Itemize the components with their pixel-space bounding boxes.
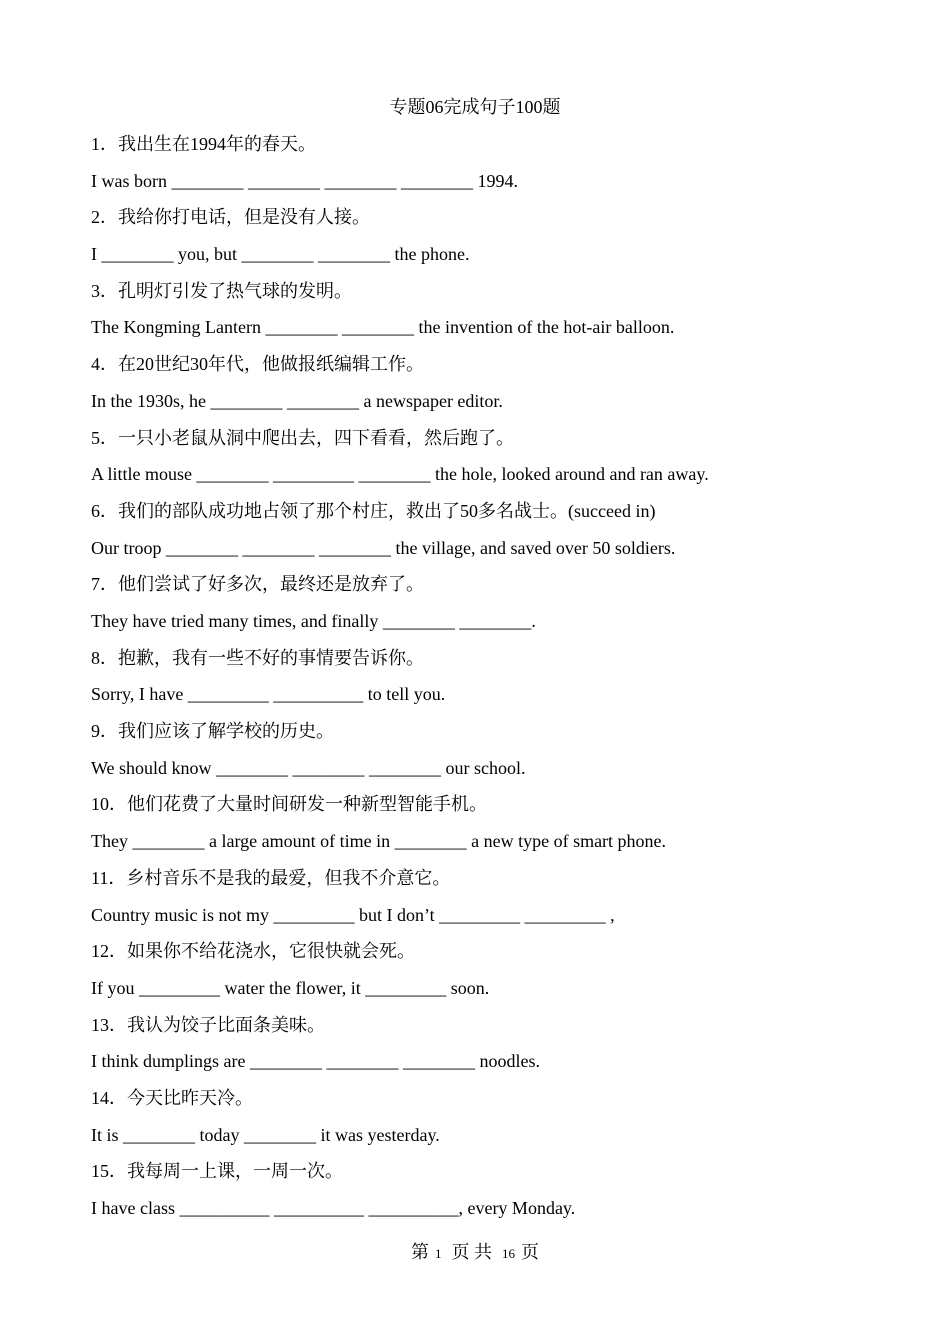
question-number: 3．: [91, 281, 118, 301]
question-chinese: 他们尝试了好多次，最终还是放弃了。: [118, 574, 424, 594]
question-english-sentence: If you _________ water the flower, it _________ soon.: [91, 978, 490, 998]
question-english-sentence: They have tried many times, and finally ________ ________.: [91, 611, 536, 631]
question-english-sentence: I ________ you, but ________ ________ the phone.: [91, 244, 470, 264]
question-prompt: [91, 132, 891, 156]
question-prompt: [91, 279, 891, 303]
question-chinese: 我们应该了解学校的历史。: [118, 721, 334, 741]
footer-prefix: 第: [411, 1242, 429, 1262]
page-number: 1: [435, 1246, 442, 1261]
question-english-sentence: Sorry, I have _________ __________ to tell you.: [91, 684, 446, 704]
question-chinese: 我出生在1994年的春天。: [118, 134, 316, 154]
question-english-sentence: We should know ________ ________ ________ our school.: [91, 758, 526, 778]
question-chinese: 在20世纪30年代，他做报纸编辑工作。: [118, 354, 424, 374]
question-english-sentence: Our troop ________ ________ ________ the village, and saved over 50 soldiers.: [91, 538, 676, 558]
question-english-sentence: Country music is not my _________ but I don’t _________ _________ ,: [91, 905, 615, 925]
question-number: 11．: [91, 868, 127, 888]
footer-suffix: 页: [521, 1242, 539, 1262]
question-chinese: 如果你不给花浇水，它很快就会死。: [127, 941, 415, 961]
question-prompt: [91, 572, 891, 596]
question-number: 4．: [91, 354, 118, 374]
question-number: 6．: [91, 501, 118, 521]
question-number: 13．: [91, 1015, 127, 1035]
question-prompt: [91, 426, 891, 450]
question-prompt: [91, 499, 891, 523]
question-number: 5．: [91, 428, 118, 448]
question-chinese: 我每周一上课，一周一次。: [127, 1161, 343, 1181]
question-chinese: 乡村音乐不是我的最爱，但我不介意它。: [126, 868, 451, 888]
question-number: 2．: [91, 207, 118, 227]
question-chinese: 今天比昨天冷。: [127, 1088, 253, 1108]
question-english-sentence: I was born ________ ________ ________ ________ 1994.: [91, 171, 518, 191]
question-english-sentence: The Kongming Lantern ________ ________ the invention of the hot-air balloon.: [91, 317, 675, 337]
question-prompt: [91, 719, 891, 743]
question-chinese: 一只小老鼠从洞中爬出去，四下看看，然后跑了。: [118, 428, 514, 448]
question-number: 10．: [91, 794, 127, 814]
question-number: 1．: [91, 134, 118, 154]
question-english-sentence: In the 1930s, he ________ ________ a newspaper editor.: [91, 391, 503, 411]
question-chinese: 他们花费了大量时间研发一种新型智能手机。: [127, 794, 487, 814]
question-prompt: [91, 1159, 891, 1183]
question-prompt: [91, 1013, 891, 1037]
question-prompt: [91, 205, 891, 229]
page-footer: [0, 1240, 950, 1266]
question-number: 14．: [91, 1088, 127, 1108]
question-prompt: [91, 646, 891, 670]
total-pages: 16: [502, 1246, 515, 1261]
question-number: 9．: [91, 721, 118, 741]
question-english-sentence: I have class __________ __________ __________, every Monday.: [91, 1198, 576, 1218]
question-number: 15．: [91, 1161, 127, 1181]
question-english-sentence: It is ________ today ________ it was yesterday.: [91, 1125, 440, 1145]
question-chinese: 抱歉，我有一些不好的事情要告诉你。: [118, 648, 424, 668]
question-prompt: [91, 352, 891, 376]
question-number: 12．: [91, 941, 127, 961]
question-chinese: 我认为饺子比面条美味。: [127, 1015, 325, 1035]
question-prompt: [91, 866, 891, 890]
question-prompt: [91, 939, 891, 963]
question-number: 7．: [91, 574, 118, 594]
page-title: 专题06完成句子100题: [389, 97, 561, 117]
footer-middle: 页 共: [451, 1242, 492, 1262]
question-english-sentence: They ________ a large amount of time in ________ a new type of smart phone.: [91, 831, 667, 851]
question-chinese: 我给你打电话，但是没有人接。: [118, 207, 370, 227]
question-english-sentence: A little mouse ________ _________ ________ the hole, looked around and ran away.: [91, 464, 709, 484]
question-prompt: [91, 792, 891, 816]
question-number: 8．: [91, 648, 118, 668]
question-chinese: 孔明灯引发了热气球的发明。: [118, 281, 352, 301]
question-prompt: [91, 1086, 891, 1110]
question-english-sentence: I think dumplings are ________ ________ ________ noodles.: [91, 1051, 540, 1071]
question-chinese: 我们的部队成功地占领了那个村庄，救出了50多名战士。(succeed in): [118, 501, 656, 521]
